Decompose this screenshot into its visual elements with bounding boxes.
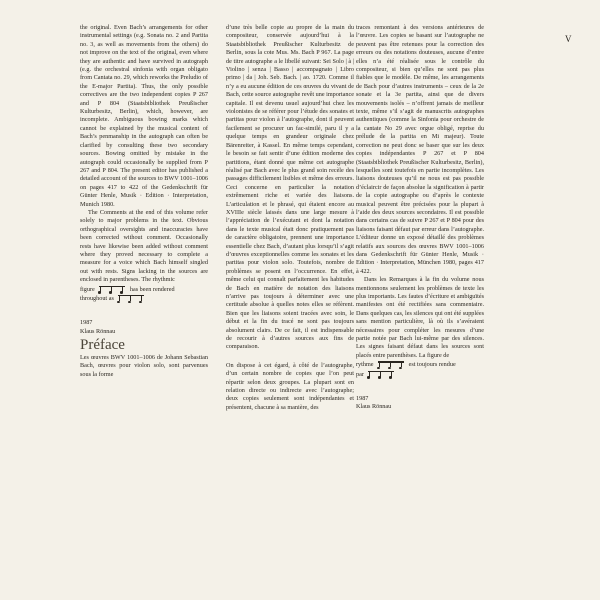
signature-year: 1987 — [356, 394, 369, 402]
signature-block-english — [80, 319, 208, 336]
column-left — [80, 24, 208, 379]
rhythm-figure-icon — [98, 285, 126, 294]
rythme-rendered-label: est toujours rendue — [408, 361, 456, 369]
rythme-figure-line — [356, 360, 484, 369]
column-middle — [226, 24, 354, 412]
english-paragraph-2: The Comments at the end of this volume refer solely to major problems in the text. Obvious orthographical oversights and inaccuracies have been corrected without comment. Occasionally rests have likewise been added without comment where they proved necessary to complete a measure for a voice which Bach himself singled out with rests. Signs lacking in the sources are enclosed in parentheses. The rhythmic — [80, 208, 208, 284]
signature-block-french — [356, 395, 484, 412]
french-paragraph-1: Les œuvres BWV 1001–1006 de Johann Sebastian Bach, œuvres pour violon solo, sont parvenues sous la forme — [80, 354, 208, 378]
preface-heading: Préface — [80, 337, 125, 354]
figure-label: figure — [80, 285, 95, 293]
signature-year: 1987 — [80, 319, 93, 327]
french-paragraph-4: traces remontant à des versions antérieures de l’œuvre. Les copies se basant sur l’autographe ne peuvent pas être retenues pour la correction des erreurs ou des notations douteuses, aucune d’entre elles n’a été réalisée sous le contrôle du compositeur, si bien qu’elles ne sont pas plus fiables que le modèle. De même, les arrangements de Bach pour d’autres instruments – ceux de la 2e sonate et la 3e partita, ainsi que de divers mouvements isolés – n’offrent jamais de meilleur texte, même s’il s’agit de manuscrits autographes authentiques (comme la Sinfonia pour orchestre de la cantate No 29 avec orgue obligé, reprise du prélude de la partita en Mi majeur). Toute correction ne peut donc se baser que sur les deux copies indépendantes P 267 et P 804 (Staatsbibliothek Preußischer Kulturbesitz, Berlin), lesquelles sont toutefois en partie incomplètes. Les liaisons douteuses qu’il ne nous est pas possible d’éclaircir de façon absolue la signification à partir de la copie autographe ou d’après le contexte musical peuvent être précisées pour la plupart à l’aide des deux sources secondaires. Il est possible dans certains cas de suivre P 267 et P 804 pour des liaisons faisant défaut par erreur dans l’autographe. L’éditeur donne un exposé détaillé des problèmes relatifs aux sources des œuvres BWV 1001–1006 dans Gedenkschrift für Günter Henle, Musik · Edition · Interpretation, München 1980, pages 417 à 422. — [356, 24, 484, 275]
page-number: V — [565, 34, 572, 44]
throughout-label: throughout as — [80, 294, 114, 302]
french-paragraph-3: On dispose à cet égard, à côté de l’autographe, d’un certain nombre de copies que l’on peut répartir selon deux groupes. La plupart sont en relation directe ou indirecte avec l’autographe; deux copies seulement sont indépendantes et présentent, chacune à sa manière, des — [226, 361, 354, 411]
rhythm-figure-line — [80, 285, 208, 294]
french-paragraph-5: Dans les Remarques à la fin du volume nous mentionnons seulement les problèmes de texte les plus importants. Les fautes d’écriture et ambiguïtés manifestes ont été rectifiées sans commentaire. Dans quelques cas, les silences qui ont été supplées sans mention particulière, là où ils s’avéraient nécessaires pour compléter les mesures d’une partie notée par Bach lui-même par des silences. Les signes faisant défaut dans les sources sont placés entre parenthèses. La figure de — [356, 276, 484, 359]
rhythm-throughout-line — [80, 294, 208, 303]
figure-rendered-label: has been rendered — [129, 285, 175, 293]
rythme-label: rythme — [356, 361, 374, 369]
par-label: par — [356, 370, 364, 378]
rythme-rendered-icon — [367, 370, 395, 379]
rythme-figure-icon — [377, 360, 405, 369]
signature-name: Klaus Rönnau — [356, 403, 392, 411]
french-paragraph-2: d’une très belle copie au propre de la main du compositeur, conservée aujourd’hui à la Staatsbibliothek Preußischer Kulturbesitz de Berlin, sous la cote Mus. Ms. Bach P 967. La page de titre autographe a le libellé suivant: Sei Solo | à | Violino | senza | Basso | accompagnato | Libro primo | da | Joh. Seb. Bach. | ao. 1720. Comme il n’y a eu aucune édition de ces œuvres du vivant de Bach, cette source autographe revêt une importance capitale. Il est devenu usuel aujourd’hui chez les violonistes de se référer pour l’étude des sonates et partitas pour violon à l’autographe, dont il peuvent facilement se procurer un fac-similé, paru il y a quelque temps en grandeur originale chez Bärenreiter, à Kassel. En même temps cependant, le besoin se fait sentir d’une édition moderne des partitions, étant donné que même cet autographe réalisé par Bach avec le plus grand soin recèle des passages difficilement lisibles et même des erreurs. Ceci concerne en particulier la notation extrêmement riche et variée des liaisons. L’articulation et le phrasé, qui étaient encore au XVIIIe siècle laissés dans une large mesure à l’appréciation de l’exécutant et dont la notation dans le texte musical était donc pratiquement pas de caractère obligatoire, prennent une importance essentielle chez Bach, d’autant plus lorsqu’il s’agit d’œuvres exceptionnelles comme les sonates et les partitas pour violon solo. Toutefois, nombre de problèmes se posent en l’occurrence. En effet, même celui qui connaît parfaitement les habitudes de Bach en matière de notation des liaisons n’arrive pas toujours à déterminer avec une certitude absolue à quelles notes elles se réfèrent. Bien que les liaisons soient tracées avec soin, le début et la fin du tracé ne sont pas toujours absolument clairs. De ce fait, il est indispensable de recourir à d’autres sources aux fins de comparaison. — [226, 24, 354, 351]
english-paragraph-1: the original. Even Bach’s arrangements for other instrumental settings (e.g. Sonata no. 2 and Partita no. 3, as well as movements from the others) do not improve on the text of the original, even where they are authentic and have survived in autograph (e.g. the orchestral sinfonia with organ obligato from Cantata no. 29, which reworks the Preludio of the E-major Partita). Thus, the only possible correctives are the two independent copies P 267 and P 804 (Staatsbibliothek Preußischer Kulturbesitz, Berlin), which, however, are incomplete. Ambiguous bowing marks which cannot be explained by the musical content of Bach’s penmanship in the autograph can often be clarified by consulting these two secondary sources. Bowing omitted by mistake in the autograph could occasionally be supplied from P 267 and P 804. The present editor has published a detailed account of the sources to BWV 1001–1006 on pages 417 to 422 of the Gedenkschrift für Günter Henle, Musik · Edition · Interpretation, Munich 1980. — [80, 24, 208, 208]
par-line — [356, 370, 484, 379]
signature-name: Klaus Rönnau — [80, 327, 116, 335]
column-right — [356, 24, 484, 412]
rhythm-rendered-icon — [117, 294, 145, 303]
